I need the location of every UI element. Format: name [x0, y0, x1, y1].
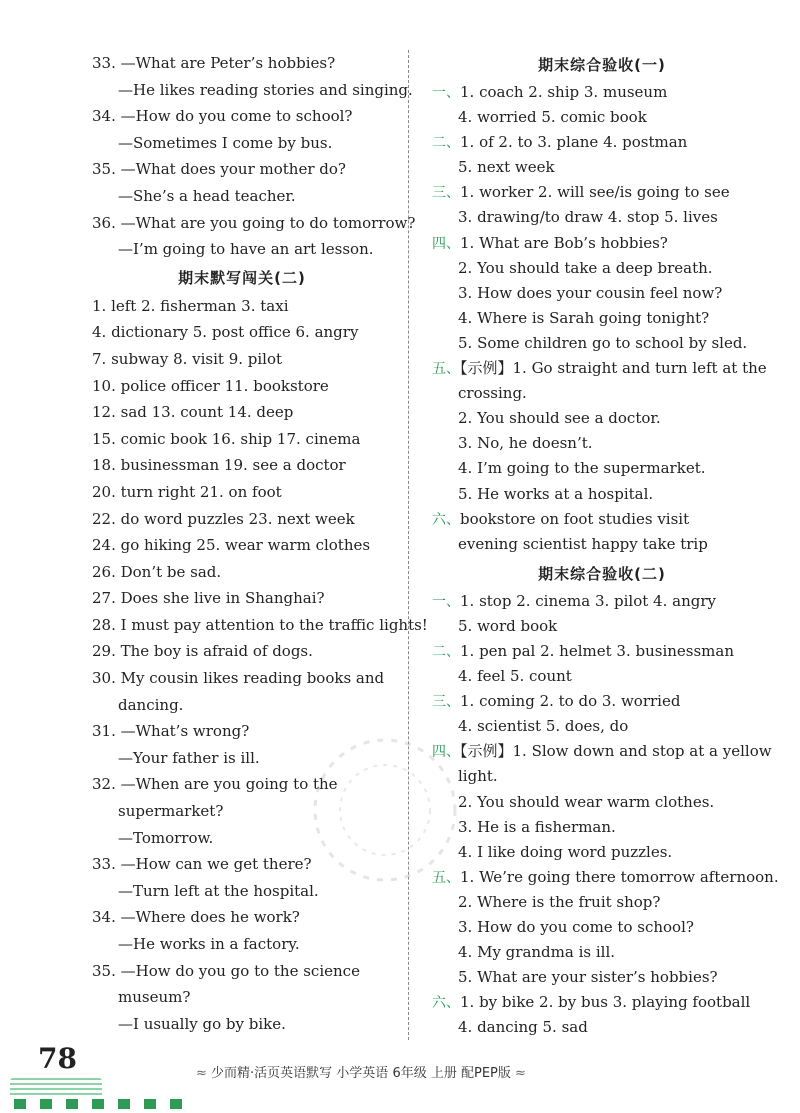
question-number: 五、 — [432, 361, 460, 378]
answer-line: 35. —How do you go to the science — [92, 961, 360, 980]
answer-line: 29. The boy is afraid of dogs. — [92, 642, 313, 661]
answer-line: 15. comic book 16. ship 17. cinema — [92, 429, 361, 448]
answer-line — [432, 639, 772, 664]
section-heading: 期末默写闯关(二) — [178, 268, 306, 287]
answer-line — [432, 714, 772, 739]
answer-line — [432, 456, 772, 481]
answer-line: 10. police officer 11. bookstore — [92, 376, 329, 395]
answer-text: 4. dancing 5. sad — [458, 1018, 588, 1037]
answer-line — [432, 915, 772, 940]
answer-text: 4. I’m going to the supermarket. — [458, 459, 706, 478]
answer-line — [432, 130, 772, 155]
answer-line — [432, 256, 772, 281]
answer-text: 4. scientist 5. does, do — [458, 717, 629, 736]
answer-line: 34. —Where does he work? — [92, 908, 300, 927]
question-number: 一、 — [432, 593, 460, 610]
answer-text: 1. worker 2. will see/is going to see — [460, 183, 730, 202]
answer-line — [432, 507, 772, 532]
answer-text: 1. stop 2. cinema 3. pilot 4. angry — [460, 591, 716, 610]
answer-line: —She’s a head teacher. — [118, 186, 296, 205]
question-number: 三、 — [432, 185, 460, 202]
answer-text: 5. Some children go to school by sled. — [458, 333, 748, 352]
answer-text: 4. worried 5. comic book — [458, 108, 647, 127]
answer-line: —Turn left at the hospital. — [118, 881, 319, 900]
answer-line: 30. My cousin likes reading books and — [92, 669, 385, 688]
answer-text: 1. What are Bob’s hobbies? — [460, 233, 668, 252]
page-number: 78 — [38, 1042, 77, 1075]
answer-line — [432, 589, 772, 614]
square-icon — [14, 1099, 26, 1109]
question-number: 一、 — [432, 85, 460, 101]
answer-line: 27. Does she live in Shanghai? — [92, 589, 325, 608]
answer-line — [432, 790, 772, 815]
answer-line — [432, 180, 772, 205]
answer-text: 4. feel 5. count — [458, 667, 572, 686]
wave-right-icon: ≈ — [515, 1066, 526, 1081]
answer-text: 4. I like doing word puzzles. — [458, 842, 673, 861]
answer-line — [432, 815, 772, 840]
answer-line: —Sometimes I come by bus. — [118, 133, 333, 152]
answer-line — [432, 356, 772, 381]
answer-line: —He works in a factory. — [118, 935, 300, 953]
section-heading: 期末综合验收(二) — [538, 564, 666, 583]
answer-line: 1. left 2. fisherman 3. taxi — [92, 296, 289, 315]
answer-line — [432, 664, 772, 689]
answer-line: 33. —How can we get there? — [92, 855, 312, 874]
answer-line: 32. —When are you going to the — [92, 775, 338, 794]
square-icon — [66, 1099, 78, 1109]
answer-line: 28. I must pay attention to the traffic lights! — [92, 615, 428, 634]
section-heading: 期末综合验收(一) — [538, 56, 666, 74]
answer-line — [432, 281, 772, 306]
answer-text: 5. word book — [458, 616, 558, 635]
answer-text: 3. drawing/to draw 4. stop 5. lives — [458, 208, 718, 227]
answer-line — [432, 890, 772, 915]
answer-text: 【示例】1. Slow down and stop at a yellow — [460, 742, 772, 761]
answer-line — [432, 764, 772, 789]
answer-text: 5. He works at a hospital. — [458, 484, 654, 503]
question-number: 四、 — [432, 235, 460, 252]
answer-line: —Tomorrow. — [118, 828, 214, 847]
question-number: 四、 — [432, 744, 460, 761]
answer-text: 5. next week — [458, 158, 555, 177]
answer-text: 1. We’re going there tomorrow afternoon. — [460, 867, 779, 886]
answer-text: 4. My grandma is ill. — [458, 943, 616, 962]
answer-text: 1. of 2. to 3. plane 4. postman — [460, 133, 688, 152]
answer-line: —He likes reading stories and singing. — [118, 80, 413, 99]
answer-line: 7. subway 8. visit 9. pilot — [92, 349, 283, 368]
square-icon — [170, 1099, 182, 1109]
answer-line: 4. dictionary 5. post office 6. angry — [92, 323, 359, 342]
answer-text: 3. How does your cousin feel now? — [458, 283, 723, 302]
answer-line — [432, 532, 772, 557]
answer-line — [432, 689, 772, 714]
answer-line — [432, 482, 772, 507]
answer-line: —I’m going to have an art lesson. — [118, 240, 374, 259]
answer-text: 2. You should wear warm clothes. — [458, 792, 715, 811]
answer-line: 35. —What does your mother do? — [92, 160, 346, 179]
answer-text: 3. No, he doesn’t. — [458, 434, 593, 453]
answer-text: 2. You should see a doctor. — [458, 409, 661, 428]
answer-line — [432, 965, 772, 990]
answer-line — [432, 865, 779, 890]
answer-text: 3. How do you come to school? — [458, 918, 694, 936]
question-number: 六、 — [432, 511, 460, 528]
answer-text: 4. Where is Sarah going tonight? — [458, 308, 710, 327]
answer-text: 2. Where is the fruit shop? — [458, 892, 661, 911]
answer-text: 1. by bike 2. by bus 3. playing football — [460, 993, 751, 1012]
question-number: 二、 — [432, 135, 460, 152]
footer-title — [196, 1062, 526, 1081]
answer-text: evening scientist happy take trip — [458, 534, 708, 553]
answer-line: supermarket? — [118, 802, 224, 821]
answer-text: 1. coming 2. to do 3. worried — [460, 692, 681, 711]
answer-text: 【示例】1. Go straight and turn left at the — [460, 359, 767, 378]
answer-line: 18. businessman 19. see a doctor — [92, 456, 346, 475]
answer-text: 1. pen pal 2. helmet 3. businessman — [460, 641, 735, 660]
answer-line — [432, 306, 772, 331]
square-icon — [144, 1099, 156, 1109]
square-icon — [118, 1099, 130, 1109]
answer-line: 12. sad 13. count 14. deep — [92, 403, 294, 422]
footer-text: 少而精·活页英语默写 小学英语 6年级 上册 配PEP版 — [211, 1066, 511, 1081]
question-number: 二、 — [432, 643, 460, 660]
answer-text: 3. He is a fisherman. — [458, 817, 616, 836]
answer-line — [432, 331, 772, 356]
answer-line: dancing. — [118, 695, 184, 714]
answer-line — [432, 80, 772, 105]
faded-stamp-graphic — [300, 720, 470, 920]
answer-line — [432, 614, 772, 639]
answer-text: crossing. — [458, 384, 527, 403]
answer-line: 33. —What are Peter’s hobbies? — [92, 54, 336, 72]
answer-line — [432, 990, 772, 1015]
answer-line — [432, 155, 772, 180]
answer-text: 2. You should take a deep breath. — [458, 258, 713, 277]
answer-line: museum? — [118, 988, 191, 1007]
square-icon — [40, 1099, 52, 1109]
answer-line: —I usually go by bike. — [118, 1014, 286, 1033]
answer-line: 24. go hiking 25. wear warm clothes — [92, 536, 371, 555]
answer-line — [432, 739, 772, 764]
answer-line — [432, 381, 772, 406]
green-squares-decoration — [14, 1094, 196, 1113]
answer-text: 1. coach 2. ship 3. museum — [460, 83, 668, 101]
answer-line — [432, 1015, 772, 1040]
answer-line — [432, 940, 772, 965]
right-column — [432, 50, 779, 1040]
answer-line: 36. —What are you going to do tomorrow? — [92, 213, 416, 232]
answer-line — [432, 431, 772, 456]
question-number: 六、 — [432, 995, 460, 1012]
answer-text: light. — [458, 767, 498, 786]
answer-text: bookstore on foot studies visit — [460, 509, 690, 528]
answer-line — [432, 105, 772, 130]
question-number: 五、 — [432, 869, 460, 886]
answer-line: 26. Don’t be sad. — [92, 562, 222, 581]
answer-text: 5. What are your sister’s hobbies? — [458, 968, 718, 987]
answer-line — [432, 205, 772, 230]
answer-line — [432, 840, 772, 865]
answer-line: 34. —How do you come to school? — [92, 107, 353, 126]
answer-line: 22. do word puzzles 23. next week — [92, 509, 355, 528]
answer-line: —Your father is ill. — [118, 748, 260, 767]
answer-line — [432, 231, 772, 256]
answer-line: 31. —What’s wrong? — [92, 722, 250, 741]
square-icon — [92, 1099, 104, 1109]
answer-line: 20. turn right 21. on foot — [92, 482, 282, 501]
question-number: 三、 — [432, 694, 460, 711]
answer-line — [432, 406, 772, 431]
wave-left-icon: ≈ — [196, 1066, 207, 1081]
